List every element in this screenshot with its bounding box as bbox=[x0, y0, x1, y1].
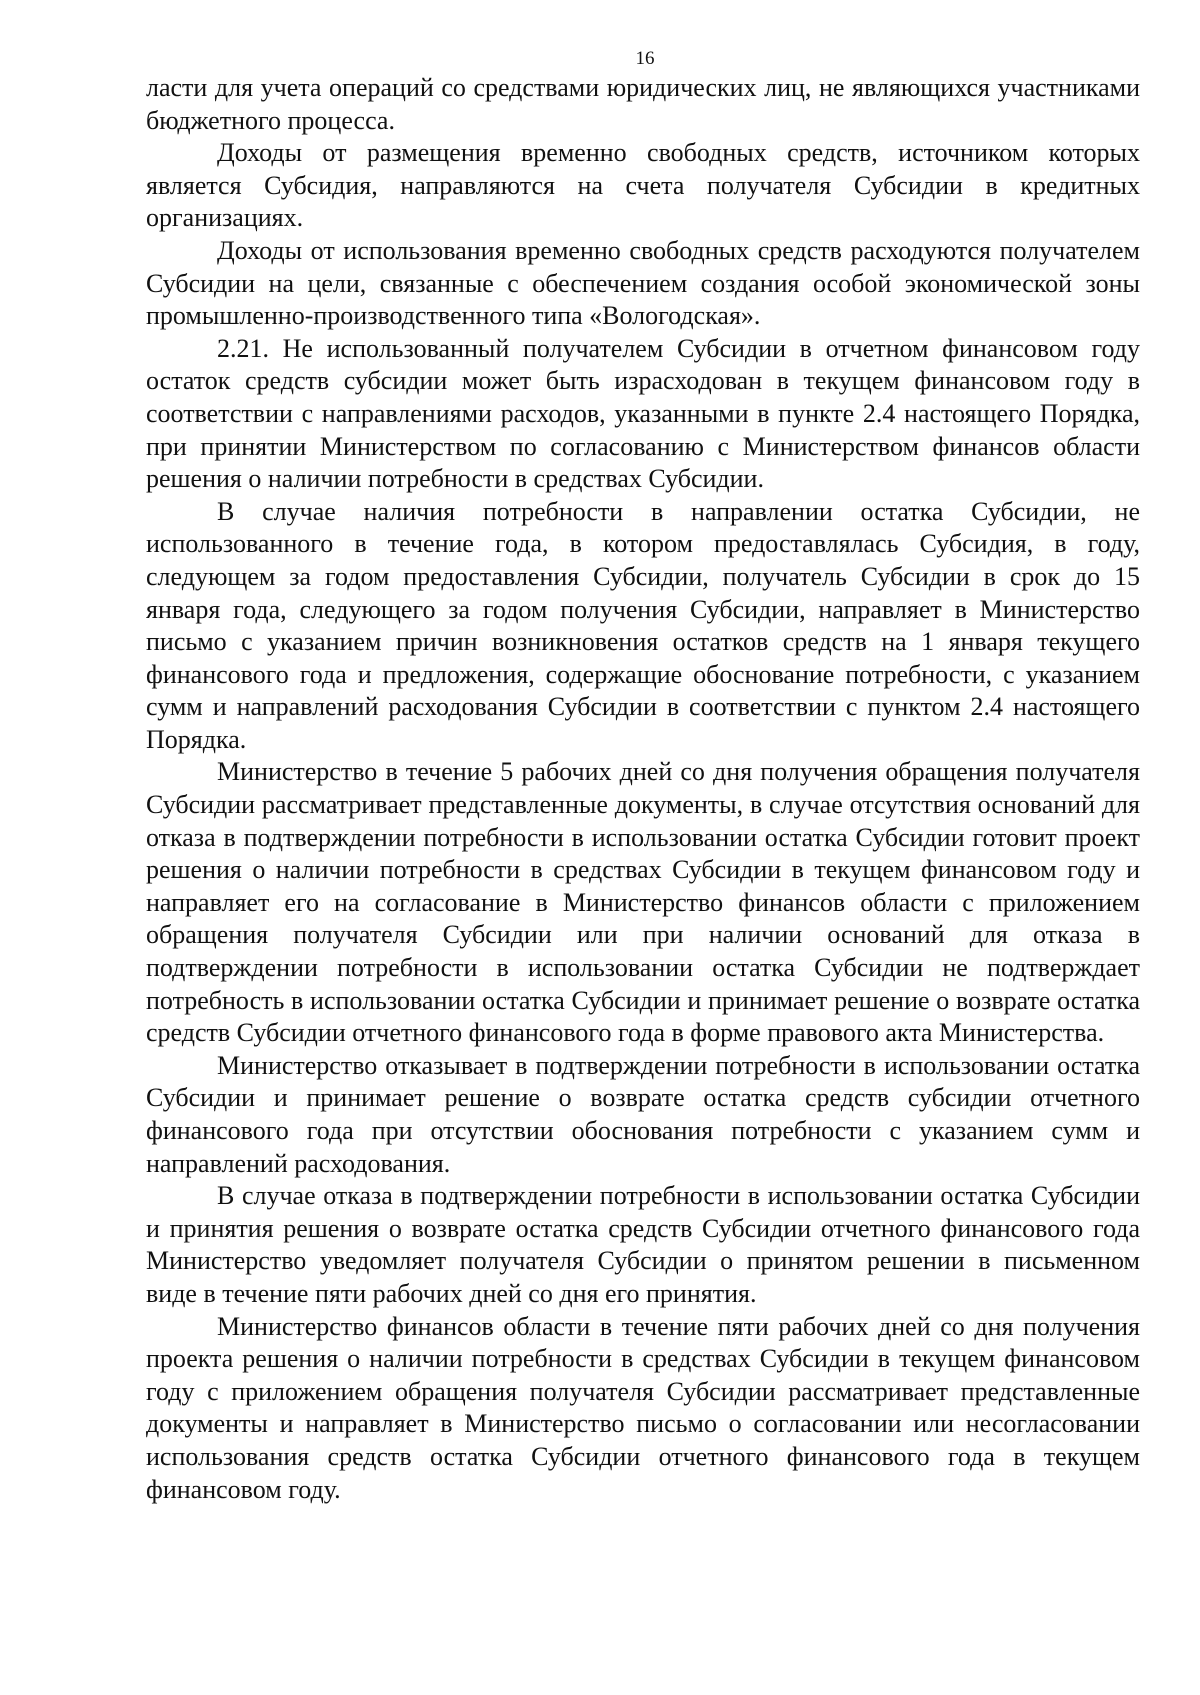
document-body bbox=[146, 72, 1140, 1506]
paragraph-income-usage: Доходы от использования временно свободных средств расходуются получателем Субсидии на цели, связанные с обеспечением создания особой экономической зоны промышленно-производственного типа «Вологодская». bbox=[146, 235, 1140, 331]
paragraph-continuation: ласти для учета операций со средствами юридических лиц, не являющихся участниками бюджетного процесса. bbox=[146, 73, 1140, 135]
paragraph-need-direction: В случае наличия потребности в направлении остатка Субсидии, не использованного в течение года, в котором предоставлялась Субсидия, в году, следующем за годом предоставления Субсидии, получатель Субсидии в срок до 15 января года, следующего за годом получения Субсидии, направляет в Министерство письмо с указанием причин возникновения остатков средств на 1 января текущего финансового года и предложения, содержащие обоснование потребности, с указанием сумм и направлений расходования Субсидии в соответствии с пунктом 2.4 настоящего Порядка. bbox=[146, 496, 1140, 754]
paragraph-ministry-review: Министерство в течение 5 рабочих дней со дня получения обращения получателя Субсидии рассматривает представленные документы, в случае отсутствия оснований для отказа в подтверждении потребности в использовании остатка Субсидии готовит проект решения о наличии потребности в средствах Субсидии в текущем финансовом году и направляет его на согласование в Министерство финансов области с приложением обращения получателя Субсидии или при наличии оснований для отказа в подтверждении потребности в использовании остатка Субсидии не подтверждает потребность в использовании остатка Субсидии и принимает решение о возврате остатка средств Субсидии отчетного финансового года в форме правового акта Министерства. bbox=[146, 757, 1140, 1048]
paragraph-refusal-notification: В случае отказа в подтверждении потребности в использовании остатка Субсидии и принятия решения о возврате остатка средств Субсидии отчетного финансового года Министерство уведомляет получателя Субсидии о принятом решении в письменном виде в течение пяти рабочих дней со дня его принятия. bbox=[146, 1181, 1140, 1308]
paragraph-ministry-refusal: Министерство отказывает в подтверждении потребности в использовании остатка Субсидии и принимает решение о возврате остатка средств субсидии отчетного финансового года при отсутствии обоснования потребности с указанием сумм и направлений расходования. bbox=[146, 1050, 1140, 1178]
paragraph-income-placement: Доходы от размещения временно свободных средств, источником которых является Субсидия, направляются на счета получателя Субсидии в кредитных организациях. bbox=[146, 138, 1140, 233]
page-number: 16 bbox=[635, 48, 655, 69]
paragraph-finance-ministry-review: Министерство финансов области в течение пяти рабочих дней со дня получения проекта решения о наличии потребности в средствах Субсидии в текущем финансовом году с приложением обращения получателя Субсидии рассматривает представленные документы и направляет в Министерство письмо о согласовании или несогласовании использования средств остатка Субсидии отчетного финансового года в текущем финансовом году. bbox=[146, 1311, 1140, 1504]
paragraph-clause-2-21: 2.21. Не использованный получателем Субсидии в отчетном финансовом году остаток средств субсидии может быть израсходован в текущем финансовом году в соответствии с направлениями расходов, указанными в пункте 2.4 настоящего Порядка, при принятии Министерством по согласованию с Министерством финансов области решения о наличии потребности в средствах Субсидии. bbox=[146, 333, 1140, 494]
